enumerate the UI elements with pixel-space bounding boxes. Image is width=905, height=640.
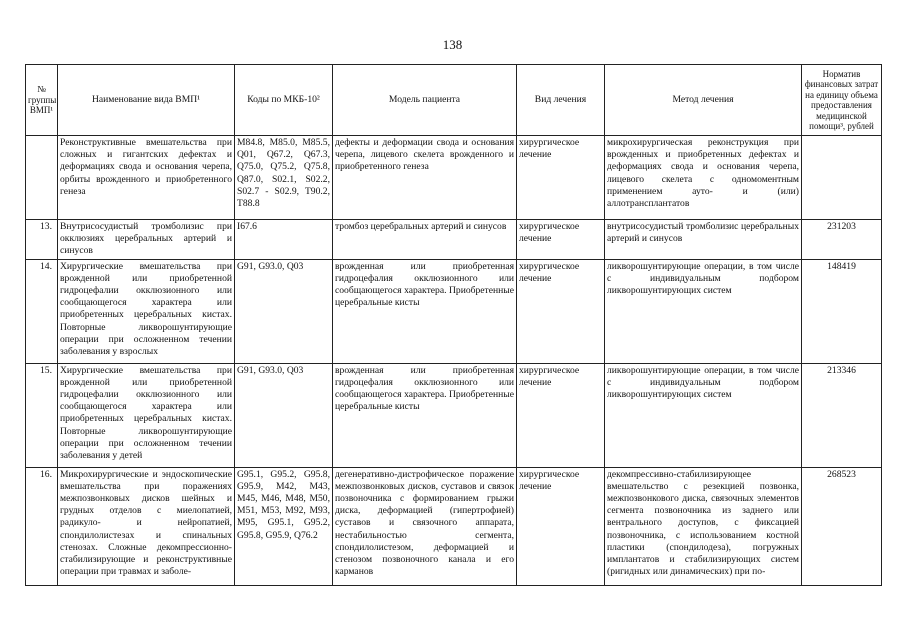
row-method: микрохирургическая реконструкция при врожденных и приобретенных дефектах и деформациях свода и основания черепа, лицевого скелета с одномоментным применением ауто- и (или) аллотрансплантатов	[605, 136, 802, 220]
row-type: хирургическое лечение	[517, 467, 605, 585]
row-type: хирургическое лечение	[517, 136, 605, 220]
row-method: внутрисосудистый тромболизис церебральных артерий и синусов	[605, 220, 802, 260]
row-model: дефекты и деформации свода и основания черепа, лицевого скелета врожденного и приобретенного генеза	[333, 136, 517, 220]
row-name: Микрохирургические и эндоскопические вмешательства при поражениях межпозвонковых дисков шейных и грудных отделов с миелопатией, радикуло- и нейропатией, спондилолистезах и спинальных стенозах. Сложные декомпрессионно-стабилизирующие и реконструктивные операции при травмах и заболе-	[58, 467, 235, 585]
row-name: Внутрисосудистый тромболизис при окклюзиях церебральных артерий и синусов	[58, 220, 235, 260]
row-codes: G91, G93.0, Q03	[235, 259, 333, 363]
row-norm	[802, 136, 882, 220]
table-row	[26, 467, 882, 585]
row-type: хирургическое лечение	[517, 363, 605, 467]
row-num: 16.	[26, 467, 58, 585]
row-model: врожденная или приобретенная гидроцефалия окклюзионного или сообщающегося характера. Приобретенные церебральные кисты	[333, 363, 517, 467]
row-method: ликворошунтирующие операции, в том числе с индивидуальным подбором ликворошунтирующих систем	[605, 363, 802, 467]
page-number: 138	[442, 37, 463, 52]
row-name: Хирургические вмешательства при врожденной или приобретенной гидроцефалии окклюзионного или сообщающегося характера или приобретенных церебральных кистах. Повторные ликворошунтирующие операции при осложненном течении заболевания у детей	[58, 363, 235, 467]
header-norm: Норматив финансовых затрат на единицу объема предоставления медицинской помощи³, рублей	[802, 65, 882, 136]
row-name: Реконструктивные вмешательства при сложных и гигантских дефектах и деформациях свода и основания черепа, орбиты врожденного и приобретенного генеза	[58, 136, 235, 220]
row-model: врожденная или приобретенная гидроцефалия окклюзионного или сообщающегося характера. Приобретенные церебральные кисты	[333, 259, 517, 363]
row-method: декомпрессивно-стабилизирующее вмешательство с резекцией позвонка, межпозвонкового диска, связочных элементов сегмента позвоночника из заднего или вентрального доступов, с фиксацией позвоночника, с использованием костной пластики (спондилодеза), погружных имплантатов и стабилизирующих систем (ригидных или динамических) при по-	[605, 467, 802, 585]
row-type: хирургическое лечение	[517, 259, 605, 363]
row-codes: M84.8, M85.0, M85.5, Q01, Q67.2, Q67.3, Q75.0, Q75.2, Q75.8, Q87.0, S02.1, S02.2, S02.7 - S02.9, T90.2, T88.8	[235, 136, 333, 220]
header-name: Наименование вида ВМП¹	[58, 65, 235, 136]
row-num	[26, 136, 58, 220]
row-name: Хирургические вмешательства при врожденной или приобретенной гидроцефалии окклюзионного или сообщающегося характера или приобретенных церебральных кистах. Повторные ликворошунтирующие операции при осложненном течении заболевания у взрослых	[58, 259, 235, 363]
row-num: 15.	[26, 363, 58, 467]
table-row	[26, 259, 882, 363]
row-norm: 148419	[802, 259, 882, 363]
table-row	[26, 220, 882, 260]
row-codes: G95.1, G95.2, G95.8, G95.9, M42, M43, M45, M46, M48, M50, M51, M53, M92, M93, M95, G95.1, G95.2, G95.8, G95.9, Q76.2	[235, 467, 333, 585]
header-row	[26, 65, 882, 136]
header-type: Вид лечения	[517, 65, 605, 136]
row-model: тромбоз церебральных артерий и синусов	[333, 220, 517, 260]
table-row	[26, 363, 882, 467]
row-type: хирургическое лечение	[517, 220, 605, 260]
row-codes: I67.6	[235, 220, 333, 260]
vmp-table	[25, 64, 882, 586]
row-norm: 231203	[802, 220, 882, 260]
header-method: Метод лечения	[605, 65, 802, 136]
row-codes: G91, G93.0, Q03	[235, 363, 333, 467]
row-method: ликворошунтирующие операции, в том числе с индивидуальным подбором ликворошунтирующих систем	[605, 259, 802, 363]
row-num: 14.	[26, 259, 58, 363]
row-norm: 268523	[802, 467, 882, 585]
table-row	[26, 136, 882, 220]
row-num: 13.	[26, 220, 58, 260]
row-norm: 213346	[802, 363, 882, 467]
header-num: № группы ВМП¹	[26, 65, 58, 136]
header-codes: Коды по МКБ-10²	[235, 65, 333, 136]
row-model: дегенеративно-дистрофическое поражение межпозвонковых дисков, суставов и связок позвоночника с формированием грыжи диска, деформацией (гипертрофией) суставов и связочного аппарата, нестабильностью сегмента, спондилолистезом, деформацией и стенозом позвоночного канала и его карманов	[333, 467, 517, 585]
header-model: Модель пациента	[333, 65, 517, 136]
